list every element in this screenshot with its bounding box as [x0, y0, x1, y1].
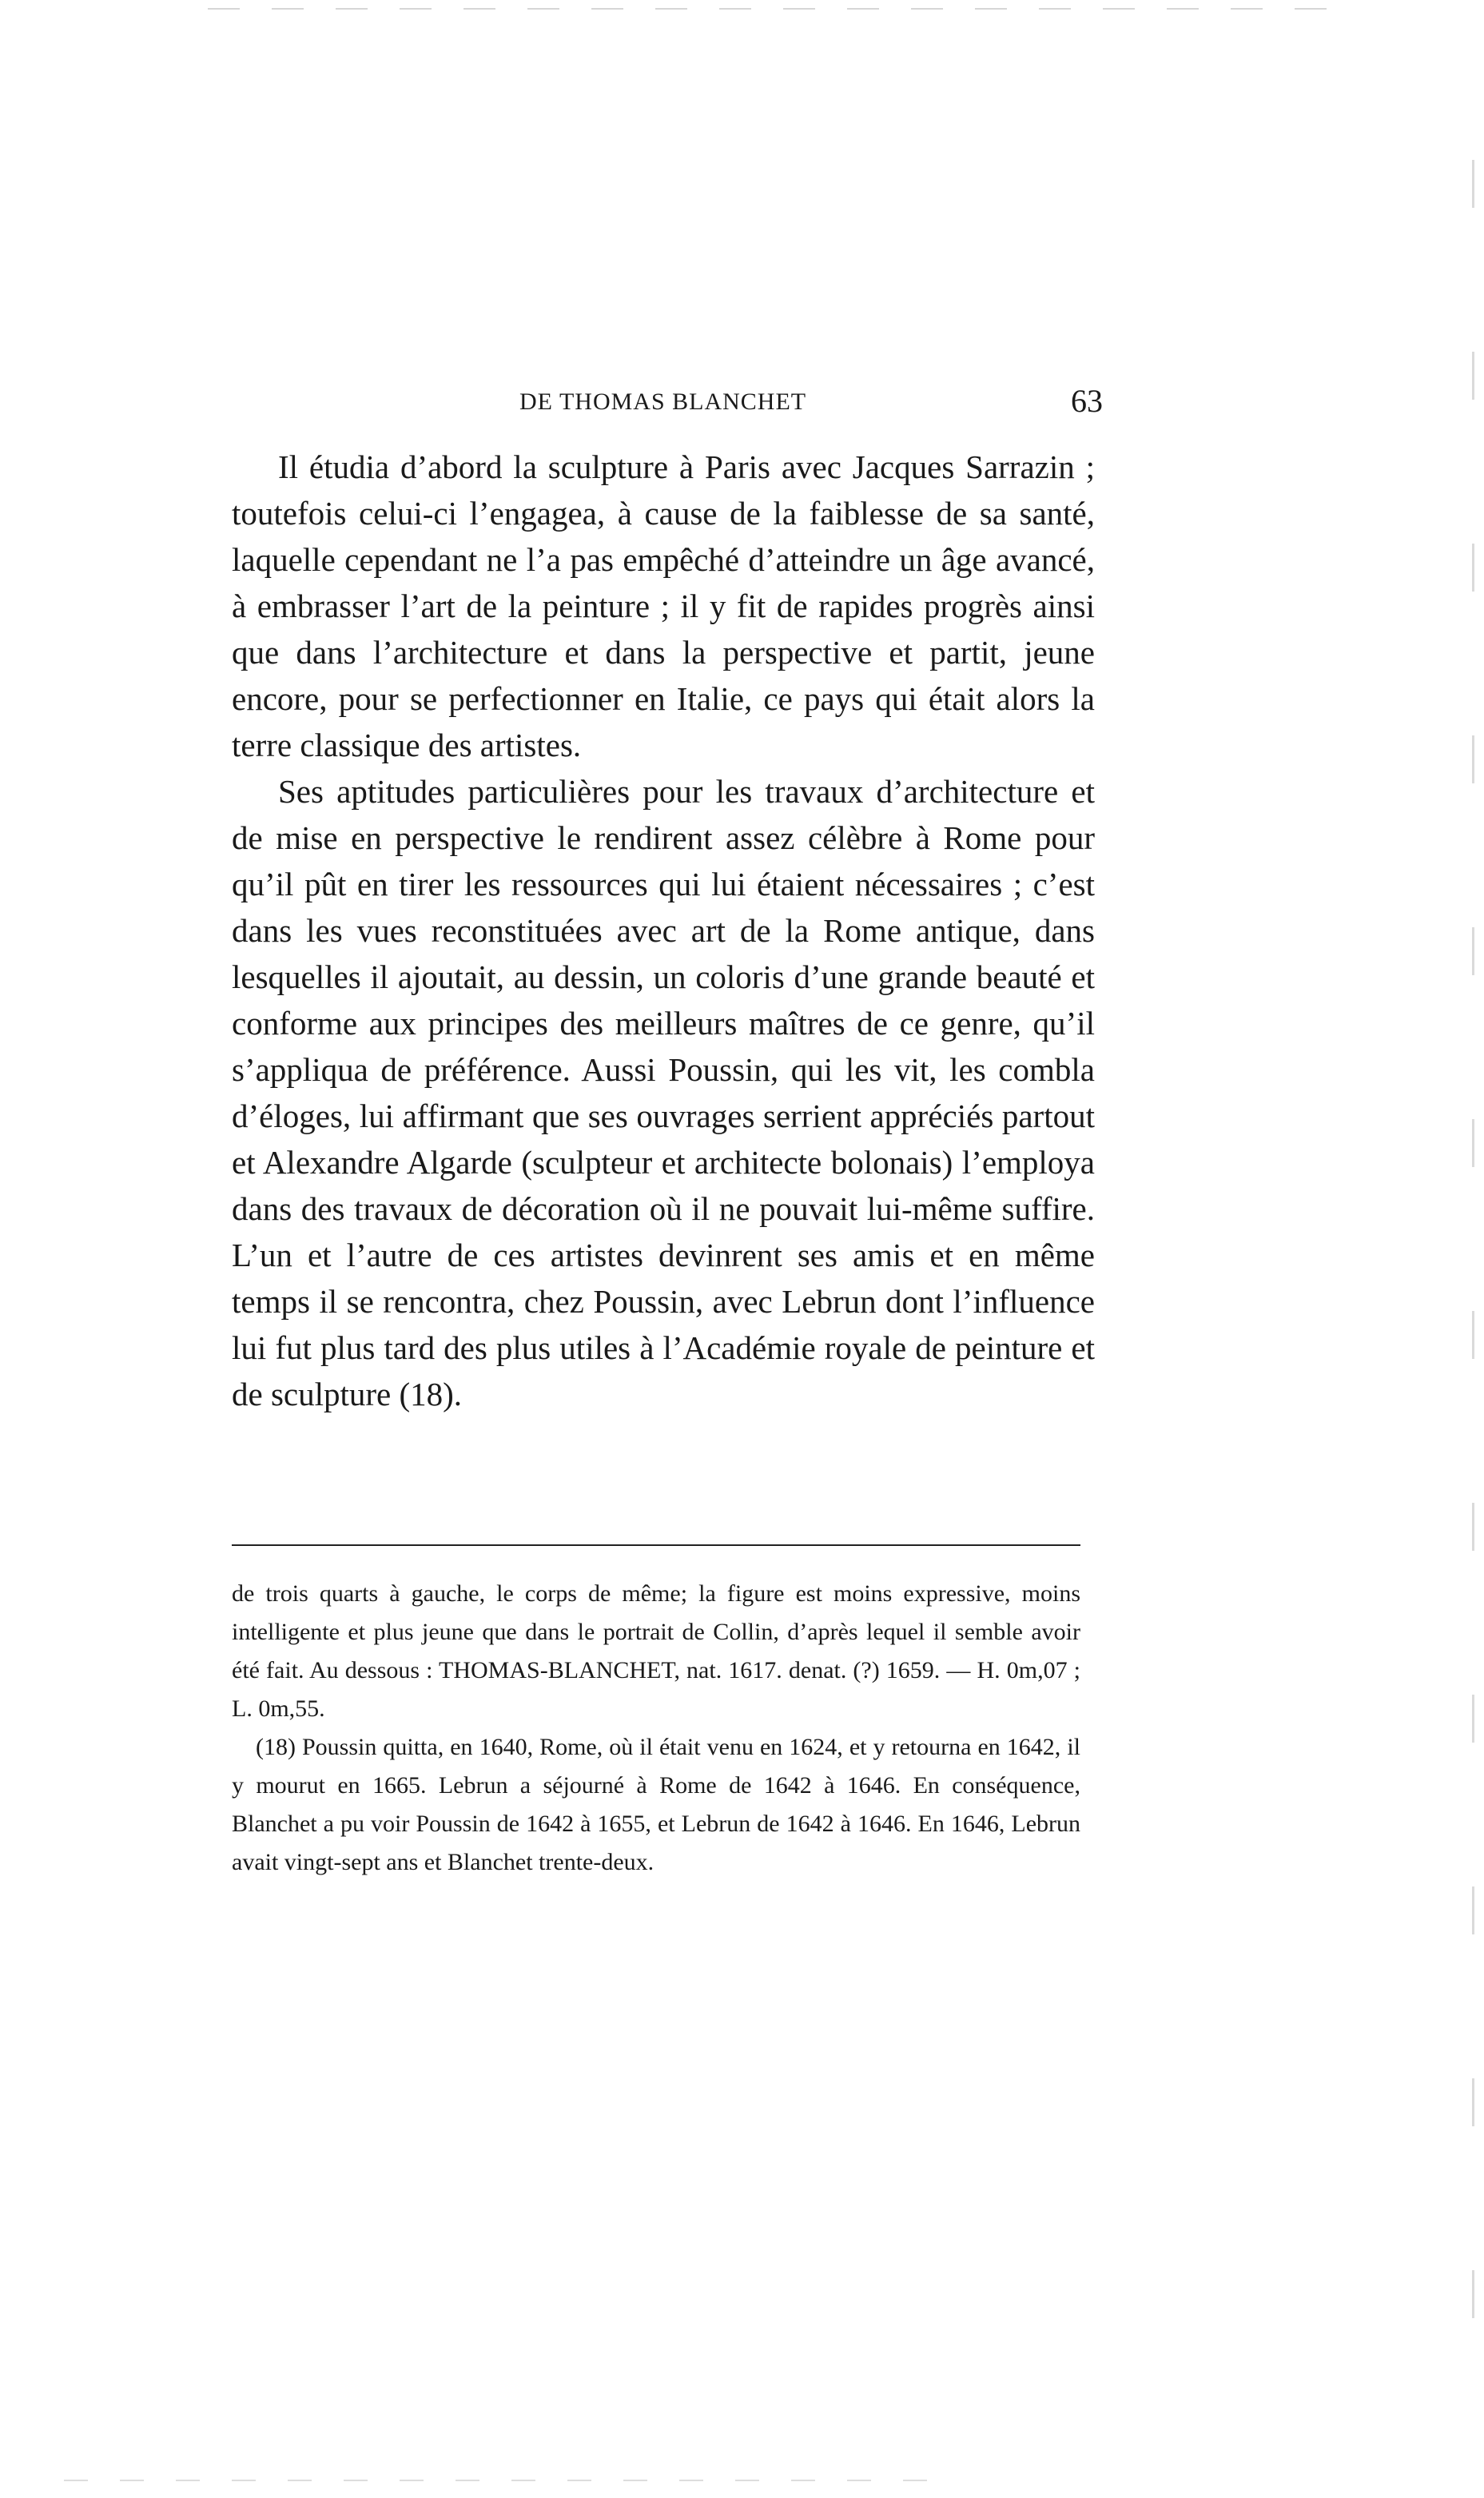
body-text	[232, 444, 1095, 1417]
scan-artifact-bottom	[64, 2480, 959, 2481]
footnotes	[232, 1575, 1080, 1882]
scan-artifact-top	[208, 8, 1343, 10]
paragraph-1: Il étudia d’abord la sculpture à Paris avec Jacques Sarrazin ; toutefois celui-ci l’engagea, à cause de la faiblesse de sa santé, laquelle cependant ne l’a pas empêché d’atteindre un âge avancé, à embrasser l’art de la peinture ; il y fit de rapides progrès ainsi que dans l’architecture et dans la perspective et partit, jeune encore, pour se perfectionner en Italie, ce pays qui était alors la terre classique des artistes.	[232, 448, 1095, 763]
footnote-18: (18) Poussin quitta, en 1640, Rome, où il était venu en 1624, et y retourna en 1642, il y mourut en 1665. Lebrun a séjourné à Rome de 1642 à 1646. En conséquence, Blanchet a pu voir Poussin de 1642 à 1655, et Lebrun de 1642 à 1646. En 1646, Lebrun avait vingt-sept ans et Blanchet trente-deux.	[232, 1734, 1080, 1875]
footnote-separator	[232, 1544, 1080, 1546]
page-number: 63	[1071, 383, 1103, 419]
paragraph-2: Ses aptitudes particulières pour les travaux d’architecture et de mise en perspective le rendirent assez célèbre à Rome pour qu’il pût en tirer les ressources qui lui étaient nécessaires ; c’est dans les vues reconstituées avec art de la Rome antique, dans lesquelles il ajoutait, au dessin, un coloris d’une grande beauté et conforme aux principes des meilleurs maîtres de ce genre, qu’il s’appliqua de préférence. Aussi Poussin, qui les vit, les combla d’éloges, lui affirmant que ses ouvrages serrient appréciés partout et Alexandre Algarde (sculpteur et architecte bolonais) l’employa dans des travaux de décoration où il ne pouvait lui-même suffire. L’un et l’autre de ces artistes devinrent ses amis et en même temps il se rencontra, chez Poussin, avec Lebrun dont l’influence lui fut plus tard des plus utiles à l’Académie royale de peinture et de sculpture (18).	[232, 773, 1095, 1412]
scan-artifact-right	[1472, 160, 1474, 2398]
running-head: DE THOMAS BLANCHET	[519, 388, 807, 415]
footnote-continuation: de trois quarts à gauche, le corps de même; la figure est moins expressive, moins intelligente et plus jeune que dans le portrait de Collin, d’après lequel il semble avoir été fait. Au dessous : THOMAS-BLANCHET, nat. 1617. denat. (?) 1659. — H. 0m,07 ; L. 0m,55.	[232, 1580, 1080, 1722]
page-header	[232, 382, 1103, 430]
